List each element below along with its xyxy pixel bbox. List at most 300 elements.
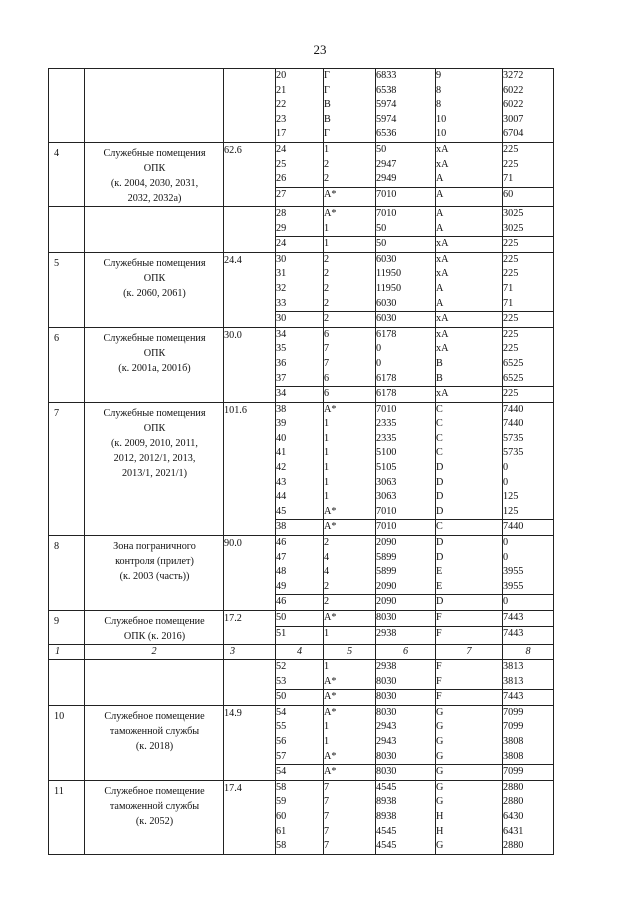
point-number: 50 bbox=[276, 691, 287, 703]
point-type: 2 bbox=[324, 268, 330, 280]
precision: 7440 bbox=[503, 403, 524, 415]
point-type: А* bbox=[324, 188, 337, 200]
coordinate-column bbox=[376, 536, 436, 611]
point-type: А* bbox=[324, 521, 337, 533]
coordinate: 5100 bbox=[376, 447, 397, 459]
area-cell bbox=[224, 206, 276, 252]
coordinate: 5974 bbox=[376, 99, 397, 111]
row-number: 11 bbox=[54, 785, 64, 797]
point-type: А* bbox=[324, 207, 337, 219]
point-number: 59 bbox=[276, 796, 287, 808]
line-type-column bbox=[436, 536, 503, 611]
line-type: Н bbox=[436, 825, 444, 837]
coordinate-column bbox=[376, 327, 436, 402]
coordinate: 6030 bbox=[376, 297, 435, 313]
precision: 225 bbox=[503, 328, 519, 340]
point-number: 29 bbox=[276, 222, 323, 238]
line-type: F bbox=[436, 627, 442, 639]
row-number-cell bbox=[49, 705, 85, 780]
point-type: 1 bbox=[324, 238, 330, 250]
coordinate: 5899 bbox=[376, 566, 397, 578]
point-number-column bbox=[276, 536, 324, 611]
coordinate: 6538 bbox=[376, 84, 397, 96]
row-number: 9 bbox=[54, 616, 60, 627]
room-name-line: Служебные помещения bbox=[103, 147, 206, 159]
point-type-column bbox=[324, 705, 376, 780]
coordinate: 8938 bbox=[376, 810, 397, 822]
room-name-line: (к. 2004, 2030, 2031, bbox=[110, 177, 199, 189]
coordinate: 3063 bbox=[376, 476, 397, 488]
point-type-column bbox=[324, 611, 376, 645]
precision: 2880 bbox=[503, 840, 524, 852]
area-cell bbox=[224, 780, 276, 854]
line-type: С bbox=[436, 521, 443, 533]
precision: 3272 bbox=[503, 70, 524, 81]
point-number: 55 bbox=[276, 721, 287, 733]
point-type: А* bbox=[324, 706, 337, 718]
column-number: 5 bbox=[324, 645, 376, 660]
point-type: 2 bbox=[324, 537, 330, 549]
room-name-line: Зона пограничного bbox=[113, 541, 196, 553]
point-type: 1 bbox=[324, 462, 330, 474]
point-number: 24 bbox=[276, 143, 287, 155]
line-type: С bbox=[436, 432, 443, 444]
coordinate: 50 bbox=[376, 238, 387, 250]
point-number: 54 bbox=[276, 706, 287, 718]
precision-column bbox=[503, 142, 554, 206]
line-type: хА bbox=[436, 388, 449, 400]
room-name-line: Служебное помещение bbox=[104, 785, 205, 797]
point-type: 1 bbox=[324, 143, 330, 155]
precision: 71 bbox=[503, 172, 553, 188]
precision-column bbox=[503, 69, 554, 143]
precision: 3955 bbox=[503, 580, 553, 596]
point-type: А* bbox=[324, 675, 375, 691]
point-number: 45 bbox=[276, 505, 323, 521]
area-value: 62.6 bbox=[224, 144, 242, 156]
precision: 225 bbox=[503, 268, 519, 280]
point-number: 34 bbox=[276, 328, 287, 340]
point-number: 38 bbox=[276, 403, 287, 415]
coordinate: 8030 bbox=[376, 766, 397, 778]
line-type: хА bbox=[436, 158, 449, 170]
point-type: 6 bbox=[324, 328, 330, 340]
table-row bbox=[49, 142, 554, 206]
point-type: 2 bbox=[324, 313, 330, 325]
precision: 6704 bbox=[503, 128, 524, 140]
precision: 6022 bbox=[503, 99, 524, 111]
point-number: 46 bbox=[276, 596, 287, 608]
point-type: 2 bbox=[324, 596, 330, 608]
table-body bbox=[49, 69, 554, 855]
point-type: 4 bbox=[324, 566, 330, 578]
coordinate: 6030 bbox=[376, 313, 397, 325]
line-type-column bbox=[436, 69, 503, 143]
precision: 3813 bbox=[503, 675, 553, 691]
point-number: 32 bbox=[276, 282, 287, 294]
precision: 225 bbox=[503, 313, 519, 325]
point-number: 17 bbox=[276, 128, 287, 140]
point-type: 7 bbox=[324, 840, 330, 852]
precision: 6431 bbox=[503, 825, 524, 837]
precision: 5735 bbox=[503, 447, 524, 459]
point-type: 1 bbox=[324, 627, 330, 639]
precision: 60 bbox=[503, 188, 514, 200]
coordinate: 50 bbox=[376, 222, 435, 238]
point-number: 30 bbox=[276, 253, 287, 265]
point-type: А* bbox=[324, 611, 375, 627]
point-number: 22 bbox=[276, 99, 287, 111]
line-type: F bbox=[436, 611, 502, 627]
coordinate: 7010 bbox=[376, 521, 397, 533]
precision: 71 bbox=[503, 297, 553, 313]
point-type: 7 bbox=[324, 810, 330, 822]
area-cell bbox=[224, 402, 276, 535]
room-name-line: (к. 2060, 2061) bbox=[123, 287, 186, 299]
room-name-cell bbox=[85, 536, 224, 611]
precision: 225 bbox=[503, 253, 519, 265]
line-type: А bbox=[436, 172, 502, 188]
coordinate: 6178 bbox=[376, 328, 397, 340]
point-number-column bbox=[276, 142, 324, 206]
coordinate: 8030 bbox=[376, 675, 435, 691]
point-number: 46 bbox=[276, 537, 287, 549]
coordinate: 7010 bbox=[376, 207, 397, 219]
line-type: G bbox=[436, 781, 444, 793]
precision: 0 bbox=[503, 551, 509, 563]
line-type: D bbox=[436, 551, 444, 563]
line-type-column bbox=[436, 780, 503, 854]
column-number: 7 bbox=[436, 645, 503, 660]
point-type: 1 bbox=[324, 661, 330, 672]
column-number: 8 bbox=[503, 645, 554, 660]
point-number: 27 bbox=[276, 188, 287, 200]
coordinate: 8030 bbox=[376, 611, 435, 627]
point-number: 53 bbox=[276, 675, 323, 691]
coordinate: 7010 bbox=[376, 505, 435, 521]
point-type-column bbox=[324, 660, 376, 706]
point-type: 1 bbox=[324, 418, 330, 430]
point-type: 7 bbox=[324, 357, 330, 369]
point-number: 34 bbox=[276, 388, 287, 400]
precision: 225 bbox=[503, 343, 519, 355]
line-type: В bbox=[436, 372, 502, 388]
area-cell bbox=[224, 705, 276, 780]
row-number-cell bbox=[49, 536, 85, 611]
line-type: А bbox=[436, 222, 502, 238]
precision: 125 bbox=[503, 505, 553, 521]
point-number-column bbox=[276, 69, 324, 143]
point-type: 1 bbox=[324, 721, 330, 733]
point-number: 44 bbox=[276, 491, 287, 503]
coordinate: 7010 bbox=[376, 188, 397, 200]
point-number: 39 bbox=[276, 418, 287, 430]
precision: 6430 bbox=[503, 810, 524, 822]
line-type: С bbox=[436, 447, 443, 459]
line-type: G bbox=[436, 796, 444, 808]
line-type: G bbox=[436, 840, 444, 852]
area-value: 30.0 bbox=[224, 329, 242, 341]
precision: 0 bbox=[503, 462, 509, 474]
precision: 0 bbox=[503, 537, 509, 549]
column-number: 2 bbox=[85, 645, 224, 660]
area-cell bbox=[224, 327, 276, 402]
precision: 7440 bbox=[503, 418, 524, 430]
precision-column bbox=[503, 611, 554, 645]
point-number: 25 bbox=[276, 158, 287, 170]
precision: 6022 bbox=[503, 84, 524, 96]
row-number-cell bbox=[49, 611, 85, 645]
precision-column bbox=[503, 660, 554, 706]
line-type: G bbox=[436, 721, 444, 733]
column-number-row bbox=[49, 645, 554, 660]
point-number: 56 bbox=[276, 735, 287, 747]
point-number: 36 bbox=[276, 357, 287, 369]
room-name-line: Служебные помещения bbox=[103, 332, 206, 344]
coordinate: 50 bbox=[376, 143, 387, 155]
coordinate-column bbox=[376, 780, 436, 854]
point-number-column bbox=[276, 780, 324, 854]
precision: 0 bbox=[503, 596, 509, 608]
area-value: 101.6 bbox=[224, 404, 247, 416]
point-type-column bbox=[324, 206, 376, 252]
room-name-line: Служебное помещение bbox=[104, 710, 205, 722]
area-cell bbox=[224, 252, 276, 327]
line-type: G bbox=[436, 766, 444, 778]
coordinate: 2938 bbox=[376, 661, 397, 672]
coordinate: 2943 bbox=[376, 735, 397, 747]
precision: 3025 bbox=[503, 207, 524, 219]
point-number-column bbox=[276, 611, 324, 645]
point-type-column bbox=[324, 69, 376, 143]
point-number-column bbox=[276, 206, 324, 252]
precision: 3955 bbox=[503, 566, 524, 578]
line-type: Е bbox=[436, 580, 502, 596]
coordinate: 2949 bbox=[376, 172, 435, 188]
room-name-cell bbox=[85, 705, 224, 780]
point-number: 38 bbox=[276, 521, 287, 533]
coordinate: 2943 bbox=[376, 721, 397, 733]
point-number: 30 bbox=[276, 313, 287, 325]
column-number: 3 bbox=[224, 645, 276, 660]
coordinate: 2938 bbox=[376, 627, 397, 639]
coordinate: 11950 bbox=[376, 268, 402, 280]
row-number-cell bbox=[49, 252, 85, 327]
point-number: 51 bbox=[276, 627, 287, 639]
coordinate: 2947 bbox=[376, 158, 397, 170]
row-number: 8 bbox=[54, 541, 60, 553]
coordinate: 5899 bbox=[376, 551, 397, 563]
row-number: 10 bbox=[54, 710, 65, 722]
coordinate-column bbox=[376, 69, 436, 143]
coordinate: 2335 bbox=[376, 418, 397, 430]
point-type: 2 bbox=[324, 158, 330, 170]
room-name-line: 2032, 2032а) bbox=[127, 192, 182, 204]
precision: 7443 bbox=[503, 627, 524, 639]
precision-column bbox=[503, 705, 554, 780]
coordinate: 4545 bbox=[376, 781, 397, 793]
precision: 7099 bbox=[503, 706, 524, 718]
line-type: G bbox=[436, 706, 444, 718]
row-number-cell bbox=[49, 660, 85, 706]
point-type: 1 bbox=[324, 491, 330, 503]
coordinate: 5974 bbox=[376, 113, 397, 125]
row-number-cell bbox=[49, 780, 85, 854]
line-type: 10 bbox=[436, 113, 447, 125]
line-type: D bbox=[436, 491, 444, 503]
precision: 125 bbox=[503, 491, 519, 503]
point-number-column bbox=[276, 402, 324, 535]
precision: 71 bbox=[503, 282, 514, 294]
point-number-column bbox=[276, 252, 324, 327]
line-type: хА bbox=[436, 343, 449, 355]
coordinates-table bbox=[48, 68, 554, 855]
precision-column bbox=[503, 252, 554, 327]
line-type: В bbox=[436, 357, 443, 369]
point-type: В bbox=[324, 99, 331, 111]
room-name-cell bbox=[85, 252, 224, 327]
point-number: 31 bbox=[276, 268, 287, 280]
line-type: D bbox=[436, 505, 502, 521]
point-number: 41 bbox=[276, 447, 287, 459]
line-type: D bbox=[436, 596, 444, 608]
precision: 225 bbox=[503, 238, 519, 250]
line-type-column bbox=[436, 611, 503, 645]
point-number: 26 bbox=[276, 172, 323, 188]
precision: 7443 bbox=[503, 691, 524, 703]
point-type: 4 bbox=[324, 551, 330, 563]
point-type: 7 bbox=[324, 825, 330, 837]
row-number: 6 bbox=[54, 332, 60, 344]
point-type: А* bbox=[324, 750, 375, 766]
coordinate: 11950 bbox=[376, 282, 402, 294]
coordinate: 2335 bbox=[376, 432, 397, 444]
room-name-line: (к. 2018) bbox=[135, 740, 174, 752]
line-type: хА bbox=[436, 253, 449, 265]
point-type: 7 bbox=[324, 796, 330, 808]
room-name-line: Служебные помещения bbox=[103, 407, 206, 419]
line-type: G bbox=[436, 735, 444, 747]
precision: 5735 bbox=[503, 432, 524, 444]
room-name-line: 2013/1, 2021/1) bbox=[121, 467, 188, 479]
coordinate: 8030 bbox=[376, 706, 397, 718]
room-name-line: Служебные помещения bbox=[103, 257, 206, 269]
precision: 7099 bbox=[503, 766, 524, 778]
table-row bbox=[49, 660, 554, 706]
precision: 225 bbox=[503, 143, 519, 155]
point-number: 48 bbox=[276, 566, 287, 578]
line-type: Н bbox=[436, 810, 444, 822]
line-type: хА bbox=[436, 238, 449, 250]
point-type: 2 bbox=[324, 172, 375, 188]
table-row bbox=[49, 206, 554, 252]
precision: 7443 bbox=[503, 611, 553, 627]
room-name-line: ОПК bbox=[143, 422, 166, 434]
point-number: 21 bbox=[276, 84, 287, 96]
coordinate: 8030 bbox=[376, 691, 397, 703]
point-type: В bbox=[324, 113, 331, 125]
table-row bbox=[49, 705, 554, 780]
point-type: 6 bbox=[324, 388, 330, 400]
coordinate-column bbox=[376, 142, 436, 206]
column-number: 4 bbox=[276, 645, 324, 660]
table-row bbox=[49, 252, 554, 327]
table-row bbox=[49, 780, 554, 854]
coordinate-column bbox=[376, 660, 436, 706]
line-type: А bbox=[436, 297, 502, 313]
point-type: А* bbox=[324, 505, 375, 521]
coordinate: 6536 bbox=[376, 128, 397, 140]
precision: 6525 bbox=[503, 372, 553, 388]
point-type: 2 bbox=[324, 282, 330, 294]
room-name-line: таможенной службы bbox=[109, 800, 200, 812]
coordinate: 6030 bbox=[376, 253, 397, 265]
row-number: 5 bbox=[54, 257, 60, 269]
point-type: Г bbox=[324, 84, 330, 96]
table-row bbox=[49, 611, 554, 645]
point-type-column bbox=[324, 536, 376, 611]
line-type: F bbox=[436, 675, 502, 691]
line-type: Е bbox=[436, 566, 443, 578]
line-type-column bbox=[436, 705, 503, 780]
line-type-column bbox=[436, 206, 503, 252]
line-type: G bbox=[436, 750, 502, 766]
coordinate: 4545 bbox=[376, 825, 397, 837]
table-row bbox=[49, 402, 554, 535]
point-number: 60 bbox=[276, 810, 287, 822]
line-type: А bbox=[436, 207, 444, 219]
point-type: 2 bbox=[324, 297, 375, 313]
line-type: 9 bbox=[436, 70, 442, 81]
point-type: А* bbox=[324, 691, 337, 703]
area-value: 90.0 bbox=[224, 538, 242, 550]
row-number: 4 bbox=[54, 147, 60, 159]
line-type-column bbox=[436, 402, 503, 535]
precision: 3007 bbox=[503, 113, 524, 125]
column-number: 6 bbox=[376, 645, 436, 660]
row-number-cell bbox=[49, 327, 85, 402]
line-type-column bbox=[436, 660, 503, 706]
coordinate-column bbox=[376, 252, 436, 327]
row-number-cell bbox=[49, 206, 85, 252]
point-number: 42 bbox=[276, 462, 287, 474]
point-number: 20 bbox=[276, 70, 287, 81]
area-cell bbox=[224, 611, 276, 645]
point-type: 7 bbox=[324, 781, 330, 793]
coordinate-column bbox=[376, 206, 436, 252]
coordinate: 6833 bbox=[376, 70, 397, 81]
table-row bbox=[49, 69, 554, 143]
room-name-line: ОПК bbox=[143, 347, 166, 359]
point-number: 54 bbox=[276, 766, 287, 778]
point-type: 1 bbox=[324, 432, 330, 444]
coordinate: 8030 bbox=[376, 750, 435, 766]
room-name-line: (к. 2052) bbox=[135, 815, 174, 827]
precision: 3813 bbox=[503, 661, 524, 672]
line-type-column bbox=[436, 142, 503, 206]
room-name-line: (к. 2003 (часть)) bbox=[119, 571, 190, 583]
room-name-line: (к. 2001а, 2001б) bbox=[118, 362, 191, 374]
point-type: 2 bbox=[324, 580, 375, 596]
line-type: D bbox=[436, 462, 444, 474]
precision: 3808 bbox=[503, 750, 553, 766]
point-type: 2 bbox=[324, 253, 330, 265]
precision: 2880 bbox=[503, 781, 524, 793]
point-number: 47 bbox=[276, 551, 287, 563]
room-name-cell bbox=[85, 780, 224, 854]
precision: 3025 bbox=[503, 222, 553, 238]
page-number: 23 bbox=[313, 42, 327, 57]
